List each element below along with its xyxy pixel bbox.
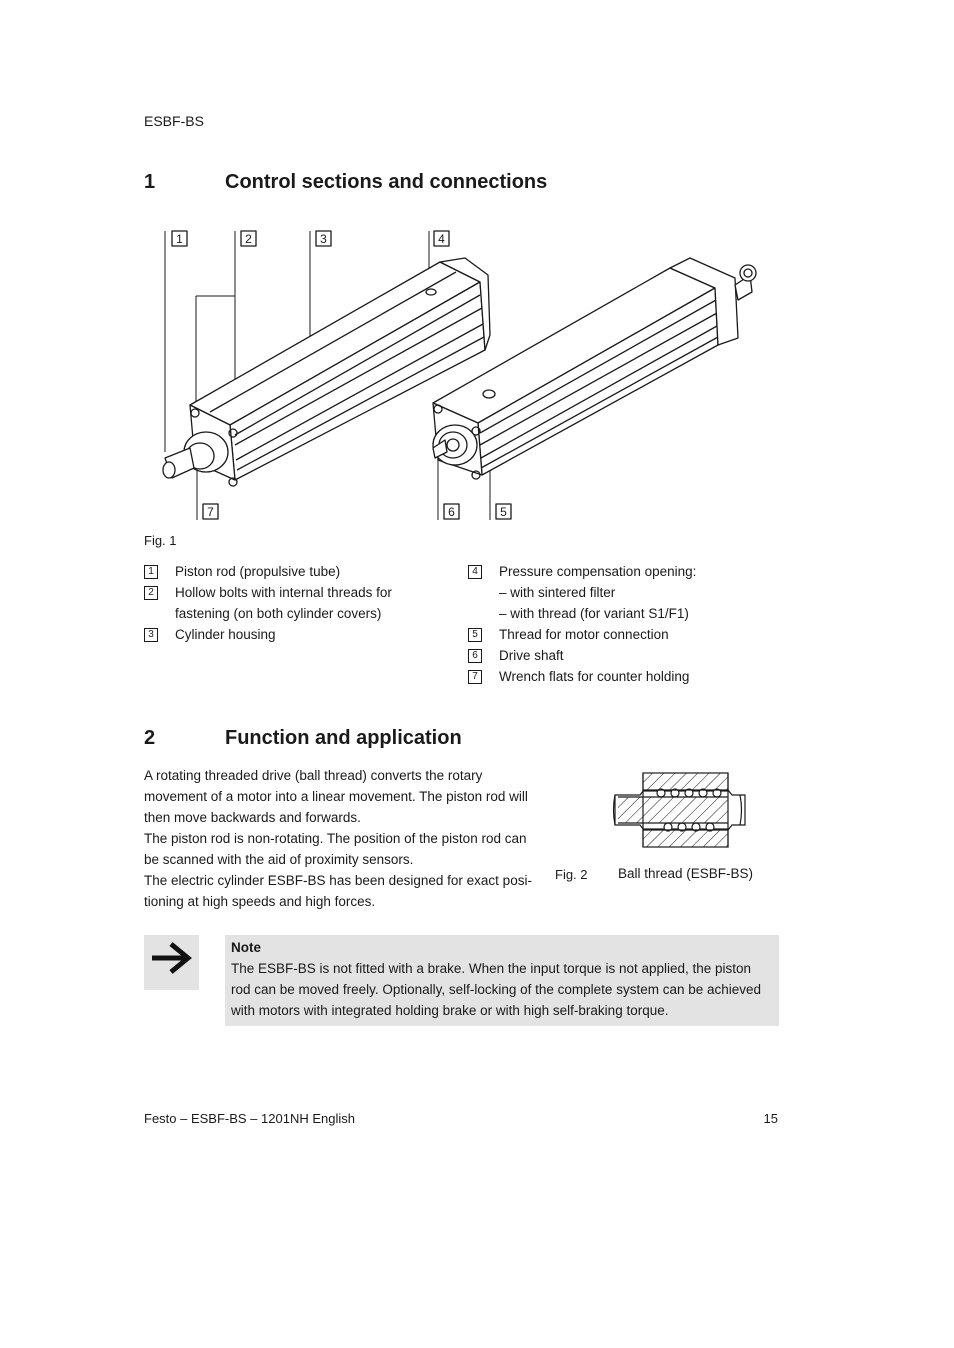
legend-text: Pressure compensation opening: xyxy=(499,564,697,579)
figure-2-label: Fig. 2 xyxy=(555,867,588,882)
legend-item-3 xyxy=(144,624,444,645)
document-code: ESBF-BS xyxy=(144,113,204,129)
function-description xyxy=(144,765,539,912)
section-1-heading xyxy=(144,171,744,197)
note-icon-box xyxy=(144,935,199,990)
legend-right xyxy=(468,561,778,687)
legend-number-box: 7 xyxy=(468,670,482,684)
figure-1-caption: Fig. 1 xyxy=(144,533,177,548)
section-2-number: 2 xyxy=(144,727,156,749)
paragraph: The piston rod is non-rotating. The position of the piston rod can be scanned with the aid of proximity sensors. xyxy=(144,831,527,867)
page-number: 15 xyxy=(763,1111,778,1126)
note-title: Note xyxy=(231,940,261,955)
footer-document-info: Festo – ESBF-BS – 1201NH English xyxy=(144,1111,355,1126)
legend-item-7 xyxy=(468,666,778,687)
note-box xyxy=(225,935,779,1026)
section-1-number: 1 xyxy=(144,171,156,193)
arrow-right-icon xyxy=(144,935,199,990)
figure-2-caption: Ball thread (ESBF-BS) xyxy=(618,866,754,881)
legend-text: Cylinder housing xyxy=(175,627,276,642)
section-1-title: Control sections and connections xyxy=(225,171,548,193)
cylinder-illustration xyxy=(140,220,780,530)
callout-4-label: 4 xyxy=(438,232,445,246)
legend-text: Piston rod (propulsive tube) xyxy=(175,564,341,579)
callout-5-label: 5 xyxy=(500,505,507,519)
legend-number-box: 4 xyxy=(468,565,482,579)
legend-number-box: 1 xyxy=(144,565,158,579)
legend-text: fastening (on both cylinder covers) xyxy=(175,606,382,621)
legend-item-5 xyxy=(468,624,778,645)
legend-left xyxy=(144,561,444,645)
legend-text: Wrench flats for counter holding xyxy=(499,669,690,684)
legend-text: – with thread (for variant S1/F1) xyxy=(499,606,689,621)
paragraph: The electric cylinder ESBF-BS has been designed for exact posi-tioning at high speeds and high forces. xyxy=(144,873,532,909)
callout-7-label: 7 xyxy=(207,505,214,519)
legend-number-box: 6 xyxy=(468,649,482,663)
callout-2-label: 2 xyxy=(245,232,252,246)
section-2-title: Function and application xyxy=(225,727,462,749)
legend-item-2 xyxy=(144,582,444,624)
callout-1-label: 1 xyxy=(176,232,183,246)
note-text: The ESBF-BS is not fitted with a brake. When the input torque is not applied, the piston rod can be moved freely. Optionally, self-locking of the complete system can be achieved with motors with integrated holding brake or with high self-braking torque. xyxy=(231,961,762,1018)
legend-text: – with sintered filter xyxy=(499,585,616,600)
callout-3-label: 3 xyxy=(320,232,327,246)
callout-7 xyxy=(203,504,218,519)
section-2-heading xyxy=(144,727,744,753)
legend-text: Hollow bolts with internal threads for xyxy=(175,585,392,600)
callout-4 xyxy=(434,231,449,246)
callout-5 xyxy=(496,504,511,519)
legend-text: Thread for motor connection xyxy=(499,627,669,642)
legend-number-box: 5 xyxy=(468,628,482,642)
callout-6 xyxy=(444,504,459,519)
ball-thread-illustration xyxy=(610,770,750,850)
callout-1 xyxy=(172,231,187,246)
legend-text: Drive shaft xyxy=(499,648,564,663)
callout-3 xyxy=(316,231,331,246)
legend-number-box: 3 xyxy=(144,628,158,642)
callout-2 xyxy=(241,231,256,246)
legend-number-box: 2 xyxy=(144,586,158,600)
legend-item-6 xyxy=(468,645,778,666)
legend-item-1 xyxy=(144,561,444,582)
paragraph: A rotating threaded drive (ball thread) converts the rotary movement of a motor into a linear movement. The piston rod will then move backwards and forwards. xyxy=(144,768,528,825)
callout-6-label: 6 xyxy=(448,505,455,519)
legend-item-4 xyxy=(468,561,778,624)
